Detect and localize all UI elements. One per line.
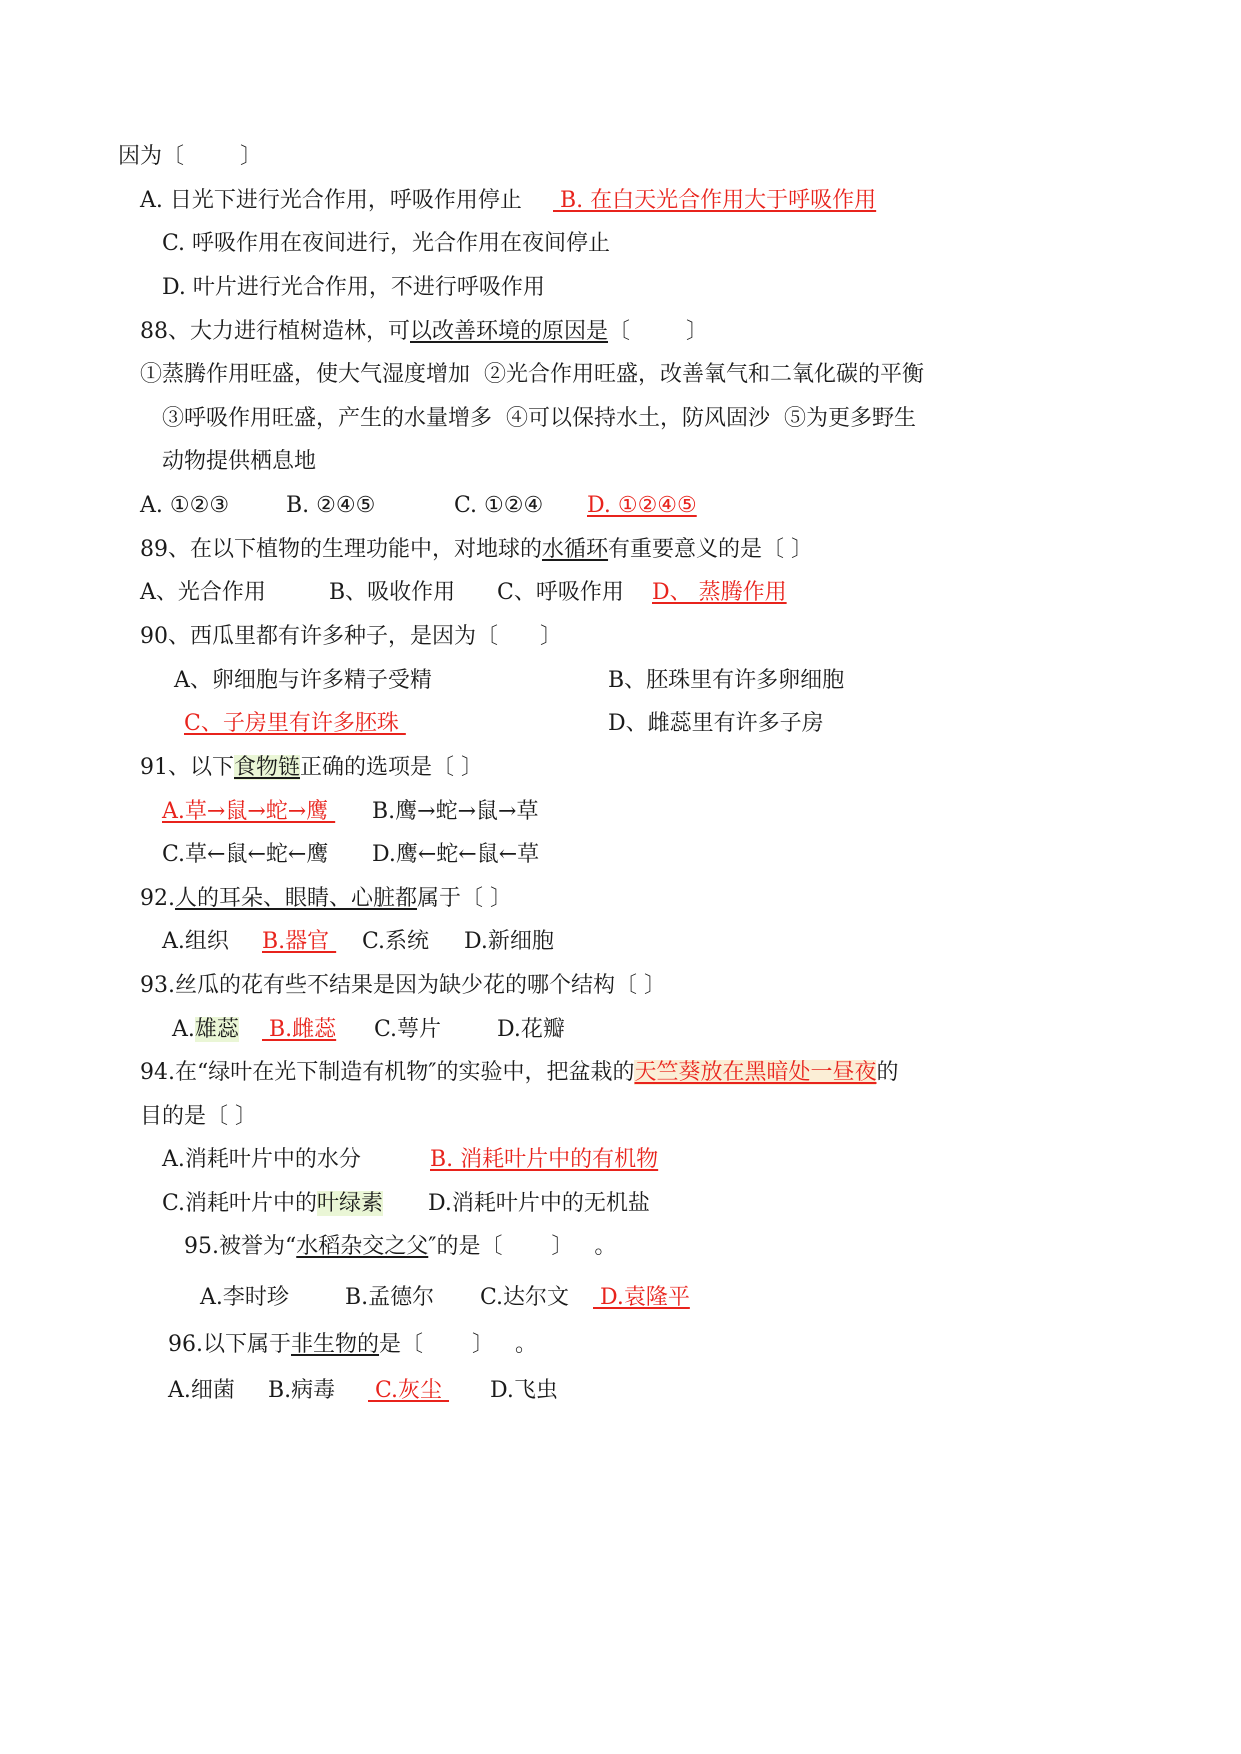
q94-stem-post: 的: [876, 1060, 899, 1085]
q92-option-a: A.组织: [162, 929, 229, 954]
q89-stem: [140, 535, 813, 565]
q92-stem: [140, 884, 512, 914]
q95-option-b: B.孟德尔: [345, 1285, 435, 1310]
q94-option-c: [162, 1189, 383, 1219]
q94-option-d: D.消耗叶片中的无机盐: [428, 1191, 650, 1216]
q95-option-d-answer: D.袁隆平: [593, 1285, 690, 1310]
q93-option-c: C.萼片: [374, 1017, 442, 1042]
q96-option-d: D.飞虫: [490, 1378, 558, 1403]
q90-option-d: D、雌蕊里有许多子房: [608, 711, 824, 736]
q88-item-line-1: ①蒸腾作用旺盛，使大气湿度增加 ②光合作用旺盛，改善氧气和二氧化碳的平衡: [140, 362, 924, 387]
q92-stem-underlined: 人的耳朵、眼睛、心脏都: [175, 886, 418, 911]
q95-stem-post: ″的是〔 〕 。: [428, 1234, 617, 1259]
q91-stem-highlighted: 食物链: [234, 755, 301, 780]
q91-option-c: C.草←鼠←蛇←鹰: [162, 842, 329, 867]
q91-option-a-answer: A.草→鼠→蛇→鹰: [162, 799, 336, 824]
q90-option-a: A、卵细胞与许多精子受精: [174, 668, 432, 693]
q94-option-c-text: C.消耗叶片中的: [162, 1191, 318, 1216]
q88-stem-post: 〔 〕: [608, 319, 708, 344]
q96-stem-post: 是〔 〕 。: [379, 1332, 537, 1357]
q91-option-d: D.鹰←蛇←鼠←草: [372, 842, 540, 867]
q93-option-a-highlighted: 雄蕊: [194, 1017, 239, 1042]
q92-option-c: C.系统: [362, 929, 430, 954]
q89-stem-pre: 89、在以下植物的生理功能中，对地球的: [140, 537, 542, 562]
q92-stem-post: 属于〔 〕: [417, 886, 513, 911]
q87-option-d: D. 叶片进行光合作用，不进行呼吸作用: [162, 275, 545, 300]
q95-stem-pre: 95.被誉为“: [184, 1234, 297, 1259]
q92-option-d: D.新细胞: [464, 929, 554, 954]
q96-stem-pre: 96.以下属于: [168, 1332, 291, 1357]
q92-stem-pre: 92.: [140, 886, 175, 911]
q89-option-d-answer: D、 蒸腾作用: [652, 580, 787, 605]
q88-option-a: A. ①②③: [140, 493, 230, 518]
q96-stem-underlined: 非生物的: [291, 1332, 380, 1357]
q94-option-c-highlighted: 叶绿素: [317, 1191, 384, 1216]
q89-stem-post: 有重要意义的是〔 〕: [608, 537, 814, 562]
q88-option-c: C. ①②④: [454, 493, 544, 518]
q91-stem-post: 正确的选项是〔 〕: [300, 755, 484, 780]
q96-option-a: A.细菌: [168, 1378, 235, 1403]
q95-stem-underlined: 水稻杂交之父: [296, 1234, 429, 1259]
q94-stem: [140, 1058, 899, 1088]
q88-stem-pre: 88、大力进行植树造林，可: [140, 319, 410, 344]
q89-option-c: C、呼吸作用: [497, 580, 624, 605]
q87-stem-tail: 因为〔 〕: [118, 144, 262, 169]
q94-stem-continued: 目的是〔 〕: [140, 1104, 257, 1129]
q93-option-a-label: A.: [172, 1017, 195, 1042]
q88-item-line-2: ③呼吸作用旺盛，产生的水量增多 ④可以保持水土，防风固沙 ⑤为更多野生: [162, 406, 916, 431]
q96-stem: [168, 1330, 537, 1360]
q87-option-c: C. 呼吸作用在夜间进行，光合作用在夜间停止: [162, 231, 611, 256]
q96-option-c-answer: C.灰尘: [368, 1378, 450, 1403]
q87-option-b-answer: B. 在白天光合作用大于呼吸作用: [553, 188, 877, 213]
q87-option-a: A. 日光下进行光合作用，呼吸作用停止: [140, 188, 522, 213]
q93-option-d: D.花瓣: [497, 1017, 565, 1042]
q89-stem-underlined: 水循环: [542, 537, 609, 562]
q96-option-b: B.病毒: [268, 1378, 336, 1403]
q90-option-c-answer: C、子房里有许多胚珠: [184, 711, 406, 736]
q93-option-a: [172, 1015, 239, 1045]
q95-option-c: C.达尔文: [480, 1285, 570, 1310]
q88-option-d-answer: D. ①②④⑤: [587, 493, 697, 518]
q88-option-b: B. ②④⑤: [286, 493, 376, 518]
q91-option-b: B.鹰→蛇→鼠→草: [372, 799, 539, 824]
q89-option-a: A、光合作用: [140, 580, 266, 605]
q94-stem-highlighted: 天竺葵放在黑暗处一昼夜: [634, 1060, 877, 1085]
q94-option-a: A.消耗叶片中的水分: [162, 1147, 361, 1172]
q94-option-b-answer: B. 消耗叶片中的有机物: [430, 1147, 659, 1172]
q93-stem: 93.丝瓜的花有些不结果是因为缺少花的哪个结构〔 〕: [140, 973, 666, 998]
q90-option-b: B、胚珠里有许多卵细胞: [608, 668, 845, 693]
q90-stem: 90、西瓜里都有许多种子，是因为〔 〕: [140, 624, 562, 649]
q93-option-b-answer: B.雌蕊: [262, 1017, 337, 1042]
q95-stem: [184, 1232, 616, 1262]
q91-stem: [140, 753, 483, 783]
q95-option-a: A.李时珍: [200, 1285, 289, 1310]
q88-stem-underlined: 以改善环境的原因是: [410, 319, 609, 344]
q88-item-line-3: 动物提供栖息地: [162, 449, 317, 474]
q92-option-b-answer: B.器官: [262, 929, 337, 954]
q88-stem: [140, 317, 708, 347]
q94-stem-pre: 94.在“绿叶在光下制造有机物″的实验中，把盆栽的: [140, 1060, 635, 1085]
q91-stem-pre: 91、以下: [140, 755, 234, 780]
q89-option-b: B、吸收作用: [329, 580, 456, 605]
